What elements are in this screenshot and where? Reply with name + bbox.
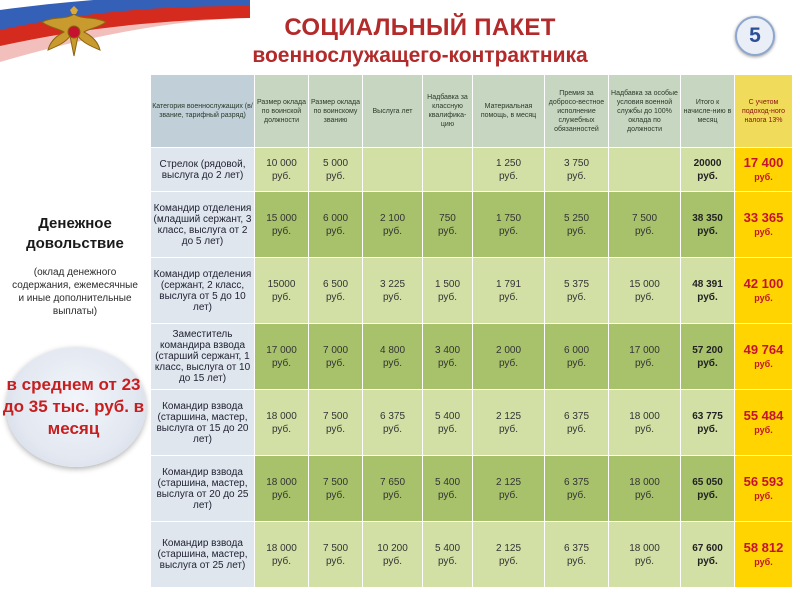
cell-position-salary — [255, 192, 309, 258]
cell-position-salary — [255, 148, 309, 192]
cell-value: 6 500 — [322, 278, 349, 290]
cell-currency: руб. — [566, 225, 587, 237]
cell-currency: руб. — [697, 423, 718, 435]
row-category: Командир отделения (младший сержант, 3 класс, выслуга от 2 до 5 лет) — [151, 192, 255, 258]
cell-value: 1 750 — [495, 212, 522, 224]
cell-currency: руб. — [271, 291, 292, 303]
column-header: Размер оклада по воинской должности — [255, 75, 309, 148]
cell-currency: руб. — [754, 490, 773, 501]
column-header-net: С учетом подоход-ного налога 13% — [735, 75, 793, 148]
cell-value: 10 000 — [266, 157, 297, 169]
cell-material-aid — [473, 324, 545, 390]
cell-currency: руб. — [325, 423, 346, 435]
column-header: Премия за доброcо-вестное исполнение служебных обязанностей — [545, 75, 609, 148]
cell-currency: руб. — [325, 357, 346, 369]
cell-currency: руб. — [754, 226, 773, 237]
cell-currency: руб. — [754, 358, 773, 369]
cell-qualification — [423, 192, 473, 258]
cell-special-conditions — [609, 148, 681, 192]
cell-currency: руб. — [697, 357, 718, 369]
cell-bonus — [545, 522, 609, 588]
cell-currency: руб. — [498, 225, 519, 237]
cell-currency: руб. — [382, 423, 403, 435]
cell-value: 2 125 — [495, 410, 522, 422]
cell-currency: руб. — [697, 170, 718, 182]
cell-qualification — [423, 522, 473, 588]
cell-value: 7 500 — [631, 212, 658, 224]
cell-total — [681, 258, 735, 324]
cell-value: 7 000 — [322, 344, 349, 356]
average-salary-text: в среднем от 23 до 35 тыс. руб. в месяц — [2, 375, 145, 438]
cell-special-conditions — [609, 324, 681, 390]
row-category: Командир взвода (старшина, мастер, выслуга от 25 лет) — [151, 522, 255, 588]
cell-total — [681, 456, 735, 522]
cell-currency: руб. — [382, 357, 403, 369]
column-header: Категория военнослужащих (в/звание, тарифный разряд) — [151, 75, 255, 148]
cell-currency: руб. — [566, 291, 587, 303]
eagle-emblem-icon — [36, 6, 112, 62]
page-title: СОЦИАЛЬНЫЙ ПАКЕТ — [284, 14, 556, 41]
cell-value: 4 800 — [379, 344, 406, 356]
cell-material-aid — [473, 390, 545, 456]
cell-qualification — [423, 324, 473, 390]
cell-currency: руб. — [437, 423, 458, 435]
cell-currency: руб. — [271, 225, 292, 237]
cell-currency: руб. — [498, 555, 519, 567]
cell-value: 48 391 — [692, 278, 723, 290]
cell-bonus — [545, 192, 609, 258]
cell-currency: руб. — [437, 489, 458, 501]
cell-total — [681, 192, 735, 258]
cell-material-aid — [473, 148, 545, 192]
cell-total — [681, 390, 735, 456]
cell-position-salary — [255, 324, 309, 390]
cell-net-after-tax — [735, 192, 793, 258]
cell-currency: руб. — [271, 170, 292, 182]
cell-currency: руб. — [498, 489, 519, 501]
cell-value: 7 500 — [322, 542, 349, 554]
cell-position-salary — [255, 258, 309, 324]
cell-value: 1 250 — [495, 157, 522, 169]
table-row — [151, 258, 793, 324]
cell-value: 5 000 — [322, 157, 349, 169]
cell-currency: руб. — [566, 423, 587, 435]
cell-value: 2 125 — [495, 542, 522, 554]
table-row — [151, 324, 793, 390]
cell-currency: руб. — [634, 357, 655, 369]
cell-value: 18 000 — [266, 476, 297, 488]
cell-value: 2 100 — [379, 212, 406, 224]
cell-value: 20000 — [693, 157, 722, 169]
row-category: Командир взвода (старшина, мастер, выслуга от 20 до 25 лет) — [151, 456, 255, 522]
cell-currency: руб. — [754, 556, 773, 567]
cell-value: 65 050 — [692, 476, 723, 488]
cell-currency: руб. — [634, 291, 655, 303]
cell-currency: руб. — [382, 225, 403, 237]
cell-value: 15 000 — [266, 212, 297, 224]
cell-value: 18 000 — [266, 542, 297, 554]
cell-value: 1 500 — [434, 278, 461, 290]
cell-value: 56 593 — [743, 473, 784, 489]
cell-total — [681, 522, 735, 588]
cell-rank-salary — [309, 390, 363, 456]
cell-value: 63 775 — [692, 410, 723, 422]
cell-qualification — [423, 258, 473, 324]
cell-total — [681, 148, 735, 192]
cell-currency: руб. — [754, 424, 773, 435]
column-header: Материальная помощь, в месяц — [473, 75, 545, 148]
cell-value: 5 250 — [563, 212, 590, 224]
cell-material-aid — [473, 522, 545, 588]
column-header: Размер оклада по воинскому званию — [309, 75, 363, 148]
cell-value: 3 225 — [379, 278, 406, 290]
cell-value: 18 000 — [629, 476, 660, 488]
cell-value: 57 200 — [692, 344, 723, 356]
cell-currency: руб. — [325, 489, 346, 501]
cell-value: 55 484 — [743, 407, 784, 423]
cell-material-aid — [473, 258, 545, 324]
cell-currency: руб. — [325, 291, 346, 303]
cell-currency: руб. — [271, 555, 292, 567]
cell-currency: руб. — [566, 489, 587, 501]
cell-special-conditions — [609, 456, 681, 522]
cell-seniority — [363, 390, 423, 456]
cell-value: 6 375 — [563, 476, 590, 488]
cell-value: 15000 — [267, 278, 296, 290]
cell-material-aid — [473, 456, 545, 522]
cell-currency: руб. — [754, 292, 773, 303]
cell-value: 49 764 — [743, 341, 784, 357]
row-category: Заместитель командира взвода (старший сержант, 1 класс, выслуга от 10 до 15 лет) — [151, 324, 255, 390]
cell-value: 5 400 — [434, 476, 461, 488]
cell-material-aid — [473, 192, 545, 258]
table-row — [151, 192, 793, 258]
row-category: Командир отделения (сержант, 2 класс, выслуга от 5 до 10 лет) — [151, 258, 255, 324]
cell-seniority — [363, 456, 423, 522]
cell-currency: руб. — [634, 225, 655, 237]
cell-currency: руб. — [382, 291, 403, 303]
cell-value: 7 650 — [379, 476, 406, 488]
cell-seniority — [363, 148, 423, 192]
cell-position-salary — [255, 456, 309, 522]
cell-currency: руб. — [437, 357, 458, 369]
cell-currency: руб. — [437, 291, 458, 303]
cell-value: 6 375 — [563, 410, 590, 422]
cell-bonus — [545, 324, 609, 390]
row-category: Командир взвода (старшина, мастер, выслуга от 15 до 20 лет) — [151, 390, 255, 456]
cell-qualification — [423, 456, 473, 522]
cell-currency: руб. — [325, 170, 346, 182]
cell-rank-salary — [309, 258, 363, 324]
cell-value: 17 400 — [743, 154, 784, 170]
cell-currency: руб. — [566, 357, 587, 369]
cell-rank-salary — [309, 148, 363, 192]
cell-currency: руб. — [437, 555, 458, 567]
cell-currency: руб. — [634, 423, 655, 435]
cell-value: 6 000 — [563, 344, 590, 356]
cell-value: 2 125 — [495, 476, 522, 488]
cell-currency: руб. — [634, 489, 655, 501]
cell-value: 3 400 — [434, 344, 461, 356]
cell-currency: руб. — [437, 225, 458, 237]
page-subtitle: военнослужащего-контрактника — [252, 44, 588, 67]
cell-special-conditions — [609, 390, 681, 456]
cell-value: 18 000 — [629, 542, 660, 554]
cell-currency: руб. — [271, 423, 292, 435]
cell-value: 42 100 — [743, 275, 784, 291]
cell-rank-salary — [309, 456, 363, 522]
table-row — [151, 148, 793, 192]
cell-currency: руб. — [325, 555, 346, 567]
cell-value: 17 000 — [629, 344, 660, 356]
cell-net-after-tax — [735, 456, 793, 522]
cell-value: 6 375 — [379, 410, 406, 422]
cell-special-conditions — [609, 192, 681, 258]
cell-net-after-tax — [735, 522, 793, 588]
cell-value: 18 000 — [266, 410, 297, 422]
cell-currency: руб. — [271, 357, 292, 369]
cell-value: 7 500 — [322, 410, 349, 422]
cell-seniority — [363, 192, 423, 258]
cell-bonus — [545, 390, 609, 456]
page-number-badge: 5 — [735, 16, 775, 56]
table-row — [151, 390, 793, 456]
cell-value: 5 400 — [434, 410, 461, 422]
cell-bonus — [545, 258, 609, 324]
cell-value: 5 400 — [434, 542, 461, 554]
cell-currency: руб. — [697, 489, 718, 501]
column-header: Надбавка за особые условия военной службы до 100% оклада по должности — [609, 75, 681, 148]
cell-net-after-tax — [735, 258, 793, 324]
cell-currency: руб. — [498, 170, 519, 182]
cell-currency: руб. — [498, 357, 519, 369]
cell-rank-salary — [309, 324, 363, 390]
cell-currency: руб. — [498, 423, 519, 435]
cell-bonus — [545, 148, 609, 192]
cell-currency: руб. — [566, 170, 587, 182]
table-row — [151, 456, 793, 522]
cell-special-conditions — [609, 522, 681, 588]
table-header-row — [151, 75, 793, 148]
cell-qualification — [423, 148, 473, 192]
cell-currency: руб. — [634, 555, 655, 567]
cell-net-after-tax — [735, 148, 793, 192]
cell-net-after-tax — [735, 324, 793, 390]
cell-value: 33 365 — [743, 209, 784, 225]
column-header: Надбавка за классную квалифика-цию — [423, 75, 473, 148]
cell-currency: руб. — [382, 555, 403, 567]
cell-total — [681, 324, 735, 390]
row-category: Стрелок (рядовой, выслуга до 2 лет) — [151, 148, 255, 192]
cell-net-after-tax — [735, 390, 793, 456]
cell-currency: руб. — [566, 555, 587, 567]
cell-rank-salary — [309, 192, 363, 258]
cell-value: 2 000 — [495, 344, 522, 356]
cell-value: 15 000 — [629, 278, 660, 290]
section-heading: Денежное довольствие — [26, 215, 124, 252]
cell-value: 67 600 — [692, 542, 723, 554]
cell-value: 6 000 — [322, 212, 349, 224]
cell-currency: руб. — [271, 489, 292, 501]
cell-currency: руб. — [697, 225, 718, 237]
salary-table — [150, 74, 793, 588]
cell-special-conditions — [609, 258, 681, 324]
cell-value: 18 000 — [629, 410, 660, 422]
cell-bonus — [545, 456, 609, 522]
cell-currency: руб. — [697, 291, 718, 303]
cell-currency: руб. — [382, 489, 403, 501]
cell-seniority — [363, 522, 423, 588]
cell-value: 58 812 — [743, 539, 784, 555]
column-header: Итого к начисле-нию в месяц — [681, 75, 735, 148]
cell-currency: руб. — [697, 555, 718, 567]
cell-value: 7 500 — [322, 476, 349, 488]
cell-qualification — [423, 390, 473, 456]
cell-value: 10 200 — [377, 542, 408, 554]
cell-value: 3 750 — [563, 157, 590, 169]
column-header: Выслуга лет — [363, 75, 423, 148]
cell-seniority — [363, 324, 423, 390]
cell-currency: руб. — [498, 291, 519, 303]
cell-rank-salary — [309, 522, 363, 588]
cell-value: 17 000 — [266, 344, 297, 356]
cell-value: 5 375 — [563, 278, 590, 290]
cell-currency: руб. — [754, 171, 773, 182]
cell-position-salary — [255, 522, 309, 588]
cell-value: 750 — [439, 212, 456, 224]
table-row — [151, 522, 793, 588]
cell-value: 1 791 — [495, 278, 522, 290]
section-description: (оклад денежного содержания, ежемесячные и иные дополнительные выплаты) — [12, 267, 138, 317]
average-salary-badge — [2, 347, 146, 467]
cell-position-salary — [255, 390, 309, 456]
cell-currency: руб. — [325, 225, 346, 237]
cell-value: 6 375 — [563, 542, 590, 554]
cell-seniority — [363, 258, 423, 324]
cell-value: 38 350 — [692, 212, 723, 224]
